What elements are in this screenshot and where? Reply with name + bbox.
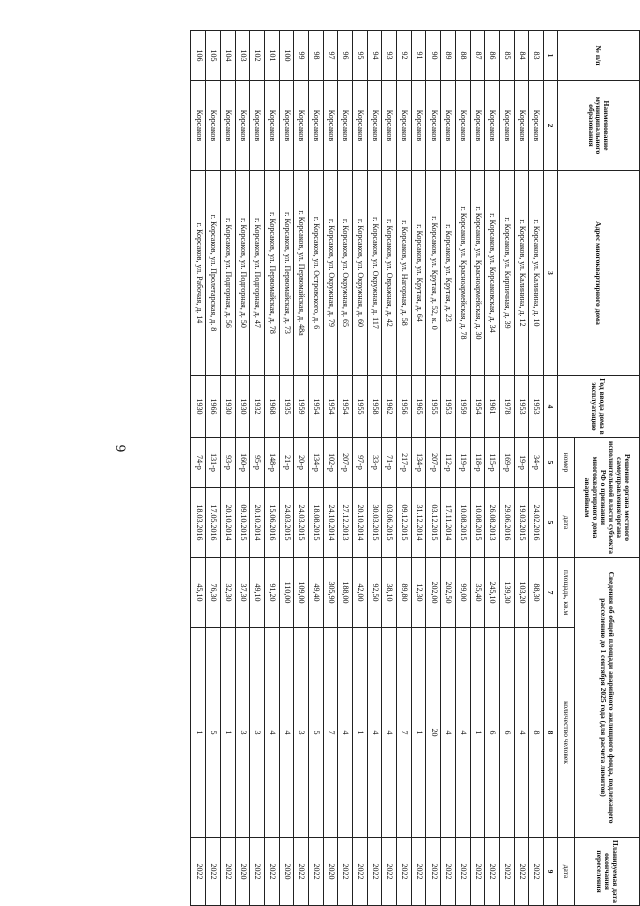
area-cell: 42,00	[353, 558, 368, 628]
table-row	[485, 31, 500, 906]
address-cell: г. Корсаков, ул. Окружная, д. 117	[367, 171, 382, 376]
year-cell: 1968	[264, 376, 279, 438]
planned-date-cell: 2022	[499, 838, 514, 906]
row-number-cell: 96	[338, 31, 353, 81]
header-planned-date: дата	[558, 838, 575, 906]
municipality-cell: Корсаков	[294, 81, 309, 171]
year-cell: 1959	[455, 376, 470, 438]
residents-cell: 4	[455, 628, 470, 838]
planned-date-cell: 2022	[382, 838, 397, 906]
municipality-cell: Корсаков	[309, 81, 324, 171]
header-municipality: Наименование муниципального образования	[558, 81, 640, 171]
decision-date-cell: 17.11.2014	[441, 488, 456, 558]
planned-date-cell: 2022	[514, 838, 529, 906]
municipality-cell: Корсаков	[455, 81, 470, 171]
table-row	[411, 31, 426, 906]
column-number: 8	[544, 628, 558, 838]
year-cell: 1935	[279, 376, 294, 438]
decision-number-cell: 20-р	[294, 438, 309, 488]
municipality-cell: Корсаков	[206, 81, 221, 171]
header-address: Адрес многоквартирного дома	[558, 171, 640, 376]
resettlement-table-sheet	[104, 30, 640, 905]
decision-number-cell: 169-р	[499, 438, 514, 488]
address-cell: г. Корсаков, ул. Крутая, д. 23	[441, 171, 456, 376]
row-number-cell: 104	[220, 31, 235, 81]
residents-cell: 7	[323, 628, 338, 838]
municipality-cell: Корсаков	[279, 81, 294, 171]
row-number-cell: 90	[426, 31, 441, 81]
table-row	[191, 31, 206, 906]
area-cell: 35,40	[470, 558, 485, 628]
area-cell: 12,30	[411, 558, 426, 628]
year-cell: 1958	[367, 376, 382, 438]
decision-number-cell: 33-р	[367, 438, 382, 488]
row-number-cell: 92	[397, 31, 412, 81]
planned-date-cell: 2022	[529, 838, 544, 906]
column-number: 5	[544, 488, 558, 558]
residents-cell: 8	[529, 628, 544, 838]
table-row	[220, 31, 235, 906]
planned-date-cell: 2022	[426, 838, 441, 906]
area-cell: 245,10	[485, 558, 500, 628]
page-number: 6	[113, 445, 130, 453]
area-cell: 37,30	[235, 558, 250, 628]
address-cell: г. Корсаков, ул. Калинина, д. 10	[529, 171, 544, 376]
header-no: № п/п	[558, 31, 640, 81]
decision-number-cell: 71-р	[382, 438, 397, 488]
year-cell: 1930	[235, 376, 250, 438]
year-cell: 1953	[441, 376, 456, 438]
decision-number-cell: 74-р	[191, 438, 206, 488]
residents-cell: 1	[220, 628, 235, 838]
year-cell: 1954	[470, 376, 485, 438]
address-cell: г. Корсаков, ул. Окружная, д. 60	[353, 171, 368, 376]
table-row	[514, 31, 529, 906]
municipality-cell: Корсаков	[264, 81, 279, 171]
decision-date-cell: 03.12.2015	[426, 488, 441, 558]
year-cell: 1962	[382, 376, 397, 438]
address-cell: г. Корсаков, ул. Подгорная, д. 56	[220, 171, 235, 376]
year-cell: 1959	[294, 376, 309, 438]
planned-date-cell: 2022	[397, 838, 412, 906]
planned-date-cell: 2022	[264, 838, 279, 906]
header-year: Год ввода дома в эксплуатацию	[558, 376, 640, 438]
residents-cell: 4	[382, 628, 397, 838]
table-body	[191, 31, 544, 906]
residents-cell: 3	[250, 628, 265, 838]
decision-number-cell: 97-р	[353, 438, 368, 488]
area-cell: 139,30	[499, 558, 514, 628]
address-cell: г. Корсаков, ул. Нагорная, д. 58	[397, 171, 412, 376]
address-cell: г. Корсаков, ул. Подгорная, д. 47	[250, 171, 265, 376]
decision-number-cell: 119-р	[455, 438, 470, 488]
municipality-cell: Корсаков	[499, 81, 514, 171]
decision-number-cell: 34-р	[529, 438, 544, 488]
residents-cell: 5	[206, 628, 221, 838]
residents-cell: 3	[235, 628, 250, 838]
column-number: 7	[544, 558, 558, 628]
area-cell: 91,20	[264, 558, 279, 628]
decision-date-cell: 18.03.2016	[191, 488, 206, 558]
header-area-info: Сведения об общей площади аварийного жилищного фонда, подлежащего расселению до 1 сентября 2025 года (для расчета лимитов)	[575, 558, 640, 838]
row-number-cell: 102	[250, 31, 265, 81]
planned-date-cell: 2022	[455, 838, 470, 906]
residents-cell: 6	[499, 628, 514, 838]
table-row	[353, 31, 368, 906]
planned-date-cell: 2022	[250, 838, 265, 906]
column-number: 3	[544, 171, 558, 376]
year-cell: 1930	[191, 376, 206, 438]
year-cell: 1978	[499, 376, 514, 438]
municipality-cell: Корсаков	[338, 81, 353, 171]
planned-date-cell: 2022	[441, 838, 456, 906]
year-cell: 1955	[426, 376, 441, 438]
residents-cell: 4	[264, 628, 279, 838]
decision-date-cell: 09.12.2015	[397, 488, 412, 558]
decision-date-cell: 10.08.2015	[470, 488, 485, 558]
planned-date-cell: 2022	[353, 838, 368, 906]
municipality-cell: Корсаков	[397, 81, 412, 171]
row-number-cell: 100	[279, 31, 294, 81]
table-row	[455, 31, 470, 906]
municipality-cell: Корсаков	[529, 81, 544, 171]
address-cell: г. Корсаков, ул. Калинина, д. 12	[514, 171, 529, 376]
address-cell: г. Корсаков, ул. Подгорная, д. 50	[235, 171, 250, 376]
municipality-cell: Корсаков	[353, 81, 368, 171]
residents-cell: 6	[485, 628, 500, 838]
header-area-sqm: площадь, кв.м	[558, 558, 575, 628]
residents-cell: 4	[338, 628, 353, 838]
planned-date-cell: 2022	[338, 838, 353, 906]
planned-date-cell: 2022	[191, 838, 206, 906]
row-number-cell: 88	[455, 31, 470, 81]
table-row	[397, 31, 412, 906]
year-cell: 1932	[250, 376, 265, 438]
decision-date-cell: 30.03.2015	[367, 488, 382, 558]
area-cell: 38,10	[382, 558, 397, 628]
column-number: 2	[544, 81, 558, 171]
year-cell: 1954	[309, 376, 324, 438]
column-numbers-row	[544, 31, 558, 906]
header-decision: Решение органа местного самоуправления/органа исполнительной власти субъекта РФ о признании многоквартирного дома аварийным	[575, 438, 640, 558]
area-cell: 109,00	[294, 558, 309, 628]
decision-number-cell: 134-р	[309, 438, 324, 488]
area-cell: 92,50	[367, 558, 382, 628]
table-row	[294, 31, 309, 906]
area-cell: 49,40	[309, 558, 324, 628]
municipality-cell: Корсаков	[367, 81, 382, 171]
residents-cell: 4	[441, 628, 456, 838]
municipality-cell: Корсаков	[485, 81, 500, 171]
row-number-cell: 98	[309, 31, 324, 81]
table-row	[338, 31, 353, 906]
municipality-cell: Корсаков	[250, 81, 265, 171]
planned-date-cell: 2020	[323, 838, 338, 906]
address-cell: г. Корсаков, ул. Красноармейская, д. 78	[455, 171, 470, 376]
address-cell: г. Корсаков, ул. Корсаковская, д. 34	[485, 171, 500, 376]
column-number: 5	[544, 438, 558, 488]
decision-date-cell: 31.12.2014	[411, 488, 426, 558]
table-row	[323, 31, 338, 906]
decision-number-cell: 21-р	[279, 438, 294, 488]
table-row	[382, 31, 397, 906]
municipality-cell: Корсаков	[220, 81, 235, 171]
municipality-cell: Корсаков	[426, 81, 441, 171]
row-number-cell: 83	[529, 31, 544, 81]
decision-number-cell: 93-р	[220, 438, 235, 488]
table-row	[367, 31, 382, 906]
planned-date-cell: 2022	[309, 838, 324, 906]
planned-date-cell: 2020	[279, 838, 294, 906]
row-number-cell: 85	[499, 31, 514, 81]
table-row	[264, 31, 279, 906]
address-cell: г. Корсаков, ул. Пролетарская, д. 8	[206, 171, 221, 376]
municipality-cell: Корсаков	[411, 81, 426, 171]
decision-number-cell: 112-р	[441, 438, 456, 488]
year-cell: 1955	[353, 376, 368, 438]
decision-date-cell: 24.03.2015	[294, 488, 309, 558]
column-number: 4	[544, 376, 558, 438]
municipality-cell: Корсаков	[470, 81, 485, 171]
planned-date-cell: 2022	[470, 838, 485, 906]
address-cell: г. Корсаков, ул. Кирпичная, д. 39	[499, 171, 514, 376]
table-row	[235, 31, 250, 906]
table-row	[206, 31, 221, 906]
row-number-cell: 86	[485, 31, 500, 81]
row-number-cell: 91	[411, 31, 426, 81]
residents-cell: 1	[470, 628, 485, 838]
decision-number-cell: 19-р	[514, 438, 529, 488]
decision-number-cell: 102-р	[323, 438, 338, 488]
decision-date-cell: 20.10.2014	[353, 488, 368, 558]
row-number-cell: 94	[367, 31, 382, 81]
decision-date-cell: 27.12.2013	[338, 488, 353, 558]
table-row	[470, 31, 485, 906]
decision-date-cell: 19.03.2015	[514, 488, 529, 558]
address-cell: г. Корсаков, ул. Первомайская, д. 78	[264, 171, 279, 376]
row-number-cell: 95	[353, 31, 368, 81]
resettlement-table	[191, 30, 640, 906]
row-number-cell: 106	[191, 31, 206, 81]
planned-date-cell: 2022	[485, 838, 500, 906]
year-cell: 1954	[338, 376, 353, 438]
decision-date-cell: 10.08.2015	[455, 488, 470, 558]
residents-cell: 3	[294, 628, 309, 838]
row-number-cell: 84	[514, 31, 529, 81]
row-number-cell: 97	[323, 31, 338, 81]
area-cell: 305,90	[323, 558, 338, 628]
area-cell: 188,00	[338, 558, 353, 628]
column-number: 1	[544, 31, 558, 81]
residents-cell: 4	[514, 628, 529, 838]
year-cell: 1956	[397, 376, 412, 438]
column-number: 9	[544, 838, 558, 906]
decision-date-cell: 17.05.2016	[206, 488, 221, 558]
address-cell: г. Корсаков, ул. Первомайская, д. 48а	[294, 171, 309, 376]
table-row	[279, 31, 294, 906]
table-row	[426, 31, 441, 906]
municipality-cell: Корсаков	[382, 81, 397, 171]
table-row	[529, 31, 544, 906]
area-cell: 49,10	[250, 558, 265, 628]
decision-date-cell: 18.08.2015	[309, 488, 324, 558]
area-cell: 88,30	[529, 558, 544, 628]
area-cell: 103,20	[514, 558, 529, 628]
header-decision-date: дата	[558, 488, 575, 558]
address-cell: г. Корсаков, ул. Крутая, д. 64	[411, 171, 426, 376]
decision-date-cell: 20.10.2014	[220, 488, 235, 558]
area-cell: 76,30	[206, 558, 221, 628]
municipality-cell: Корсаков	[323, 81, 338, 171]
decision-date-cell: 24.02.2016	[529, 488, 544, 558]
planned-date-cell: 2022	[294, 838, 309, 906]
address-cell: г. Корсаков, ул. Окружная, д. 79	[323, 171, 338, 376]
row-number-cell: 105	[206, 31, 221, 81]
decision-date-cell: 24.10.2014	[323, 488, 338, 558]
year-cell: 1965	[411, 376, 426, 438]
decision-date-cell: 20.10.2014	[250, 488, 265, 558]
year-cell: 1954	[323, 376, 338, 438]
year-cell: 1966	[206, 376, 221, 438]
header-decision-number: номер	[558, 438, 575, 488]
residents-cell: 4	[279, 628, 294, 838]
decision-number-cell: 134-р	[411, 438, 426, 488]
decision-date-cell: 03.06.2015	[382, 488, 397, 558]
municipality-cell: Корсаков	[514, 81, 529, 171]
area-cell: 45,10	[191, 558, 206, 628]
year-cell: 1961	[485, 376, 500, 438]
decision-number-cell: 131-р	[206, 438, 221, 488]
decision-date-cell: 15.06.2016	[264, 488, 279, 558]
decision-date-cell: 24.03.2015	[279, 488, 294, 558]
row-number-cell: 99	[294, 31, 309, 81]
planned-date-cell: 2022	[367, 838, 382, 906]
decision-number-cell: 160-р	[235, 438, 250, 488]
decision-date-cell: 29.06.2016	[499, 488, 514, 558]
decision-date-cell: 26.08.2013	[485, 488, 500, 558]
year-cell: 1930	[220, 376, 235, 438]
residents-cell: 20	[426, 628, 441, 838]
residents-cell: 1	[191, 628, 206, 838]
decision-number-cell: 115-р	[485, 438, 500, 488]
address-cell: г. Корсаков, ул. Первомайская, д. 73	[279, 171, 294, 376]
planned-date-cell: 2020	[235, 838, 250, 906]
row-number-cell: 89	[441, 31, 456, 81]
address-cell: г. Корсаков, ул. Красноармейская, д. 30	[470, 171, 485, 376]
decision-number-cell: 207-р	[426, 438, 441, 488]
area-cell: 110,00	[279, 558, 294, 628]
row-number-cell: 103	[235, 31, 250, 81]
municipality-cell: Корсаков	[235, 81, 250, 171]
row-number-cell: 87	[470, 31, 485, 81]
planned-date-cell: 2022	[411, 838, 426, 906]
area-cell: 99,00	[455, 558, 470, 628]
residents-cell: 5	[309, 628, 324, 838]
residents-cell: 7	[397, 628, 412, 838]
decision-number-cell: 95-р	[250, 438, 265, 488]
decision-number-cell: 207-р	[338, 438, 353, 488]
year-cell: 1953	[514, 376, 529, 438]
residents-cell: 1	[411, 628, 426, 838]
table-row	[441, 31, 456, 906]
row-number-cell: 93	[382, 31, 397, 81]
row-number-cell: 101	[264, 31, 279, 81]
address-cell: г. Корсаков, ул. Овражная, д. 42	[382, 171, 397, 376]
table-row	[309, 31, 324, 906]
planned-date-cell: 2022	[220, 838, 235, 906]
municipality-cell: Корсаков	[441, 81, 456, 171]
area-cell: 202,00	[426, 558, 441, 628]
municipality-cell: Корсаков	[191, 81, 206, 171]
table-row	[250, 31, 265, 906]
decision-number-cell: 217-р	[397, 438, 412, 488]
area-cell: 32,30	[220, 558, 235, 628]
residents-cell: 1	[353, 628, 368, 838]
year-cell: 1953	[529, 376, 544, 438]
header-planned: Планируемая дата окончания переселения	[575, 838, 640, 906]
header-residents: количество человек	[558, 628, 575, 838]
area-cell: 89,80	[397, 558, 412, 628]
decision-number-cell: 118-р	[470, 438, 485, 488]
residents-cell: 4	[367, 628, 382, 838]
area-cell: 202,50	[441, 558, 456, 628]
address-cell: г. Корсаков, ул. Островского, д. 6	[309, 171, 324, 376]
planned-date-cell: 2022	[206, 838, 221, 906]
decision-date-cell: 09.10.2015	[235, 488, 250, 558]
address-cell: г. Корсаков, ул. Окружная, д. 65	[338, 171, 353, 376]
decision-number-cell: 148-р	[264, 438, 279, 488]
table-row	[499, 31, 514, 906]
address-cell: г. Корсаков, ул. Рабочая, д. 14	[191, 171, 206, 376]
address-cell: г. Корсаков, ул. Крутая, д. 52, к. 0	[426, 171, 441, 376]
